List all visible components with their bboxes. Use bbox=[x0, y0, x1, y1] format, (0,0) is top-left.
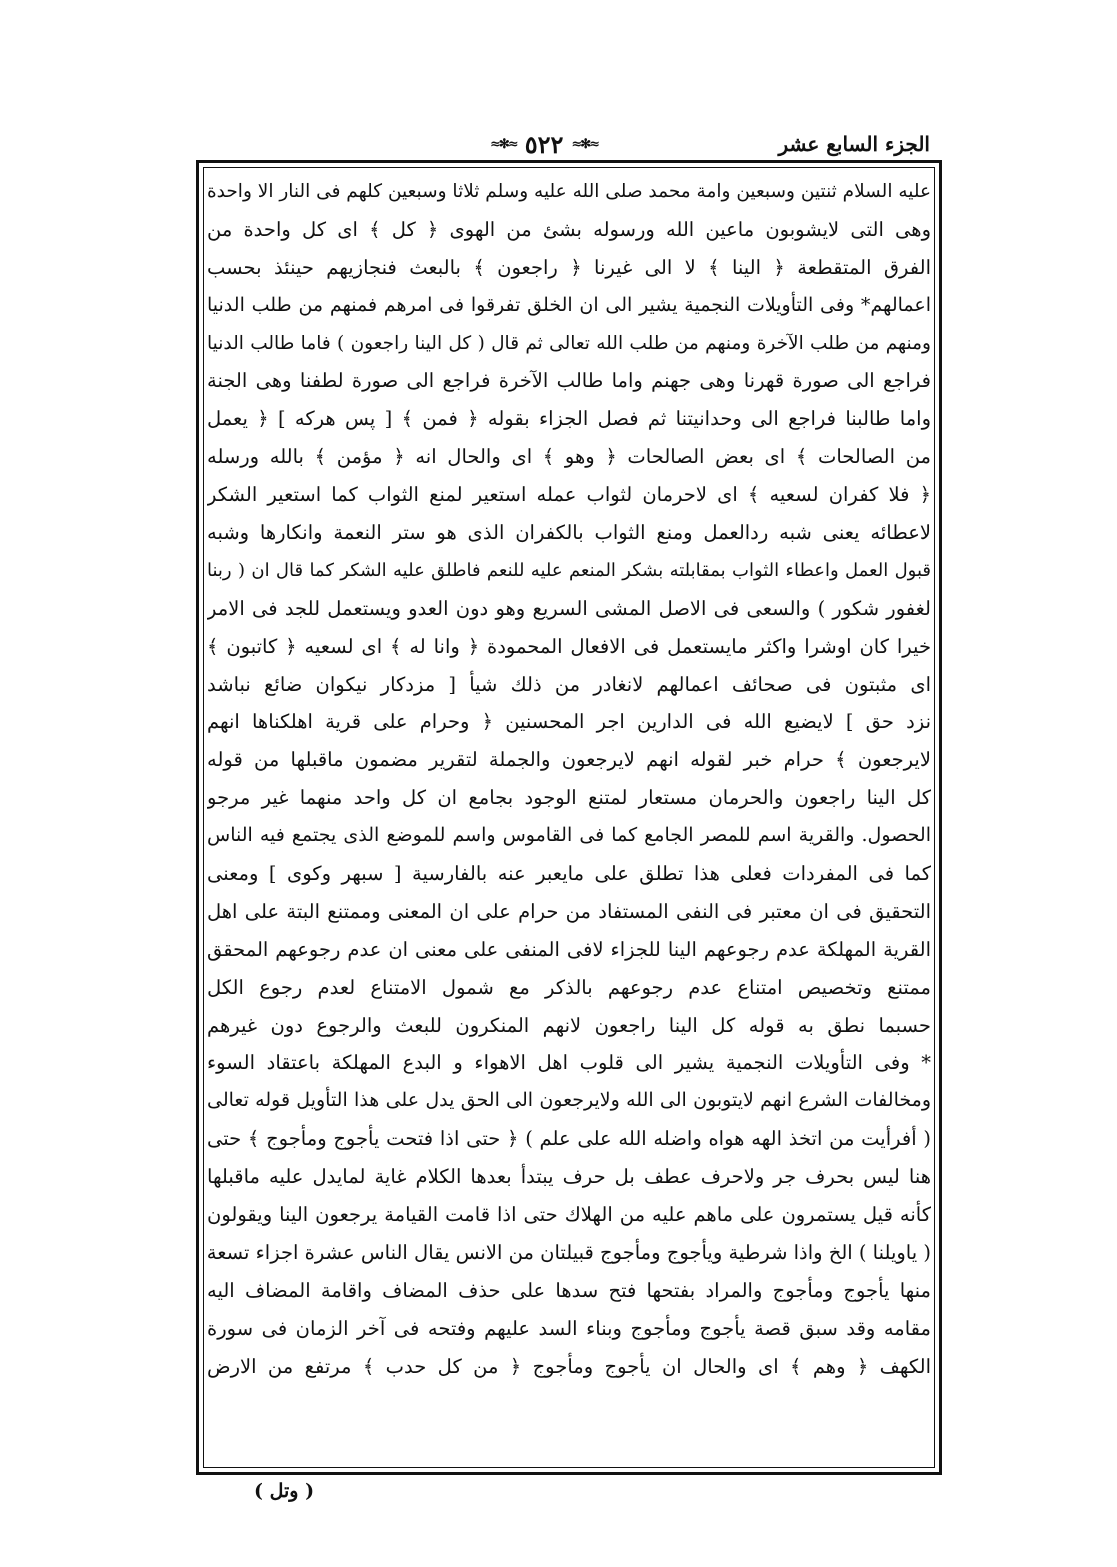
text-line: ومنهم من طلب الآخرة ومنهم من طلب الله تعالى ثم قال ( كل الينا راجعون ) فاما طالب الدنيا bbox=[207, 332, 931, 354]
text-line: الكهف ﴿ وهم ﴾ اى والحال ان يأجوج ومأجوج ﴿ من كل حدب ﴾ مرتفع من الارض bbox=[207, 1354, 931, 1378]
text-line: كما فى المفردات فعلى هذا تطلق على مايعبر عنه بالفارسية [ سبهر وكوى ] ومعنى bbox=[207, 862, 931, 886]
part-title: الجزء السابع عشر bbox=[778, 132, 930, 156]
text-line: كل الينا راجعون والحرمان مستعار لمتنع الوجود بجامع ان كل واحد منهما غير مرجو bbox=[207, 786, 931, 810]
text-line: اعمالهم* وفى التأويلات النجمية يشير الى ان الخلق تفرقوا فى امرهم فمنهم من طلب الدنيا bbox=[207, 293, 931, 316]
ornament-right-icon: ≈✻≈ bbox=[571, 137, 599, 152]
page-number: ٥٢٢ bbox=[524, 130, 564, 159]
text-line: كأنه قيل يستمرون على ماهم عليه من الهلاك حتى اذا قامت القيامة يرجعون الينا ويقولون bbox=[207, 1203, 931, 1227]
text-line: فراجع الى صورة قهرنا وهى جهنم واما طالب الآخرة فراجع الى صورة لطفنا وهى الجنة bbox=[207, 369, 931, 393]
text-line: التحقيق فى ان معتبر فى النفى المستفاد من حرام على ان المعنى وممتنع البتة على اهل bbox=[207, 899, 931, 923]
ornament-left-icon: ≈✻≈ bbox=[490, 137, 517, 152]
text-line: مقامه وقد سبق قصة يأجوج ومأجوج وبناء السد عليهم وفتحه فى آخر الزمان فى سورة bbox=[207, 1316, 931, 1340]
text-line: ﴿ فلا كفران لسعيه ﴾ اى لاحرمان لثواب عمله استعير لمنع الثواب كما استعير الشكر bbox=[207, 483, 931, 507]
text-line: هنا ليس بحرف جر ولاحرف عطف بل حرف يبتدأ بعدها الكلام غاية لمايدل عليه ماقبلها bbox=[207, 1165, 931, 1189]
text-line: قبول العمل واعطاء الثواب بمقابلته بشكر المنعم عليه للنعم فاطلق عليه الشكر كما قال ان ( ربنا bbox=[207, 559, 931, 581]
text-line: واما طالبنا فراجع الى وحدانيتنا ثم فصل الجزاء بقوله ﴿ فمن ﴾ [ پس هركه ] ﴿ يعمل bbox=[207, 407, 931, 431]
text-line: * وفى التأويلات النجمية يشير الى قلوب اهل الاهواء و البدع المهلكة باعتقاد السوء bbox=[207, 1051, 931, 1075]
text-line: نزد حق ] لايضيع الله فى الدارين اجر المحسنين ﴿ وحرام على قرية اهلكناها انهم bbox=[207, 710, 931, 734]
text-line: منها يأجوج ومأجوج والمراد بفتحها فتح سدها على حذف المضاف واقامة المضاف اليه bbox=[207, 1278, 931, 1302]
text-line: اى مثبتون فى صحائف اعمالهم لانغادر من ذلك شيأ [ مزدكار نيكوان ضائع نباشد bbox=[207, 672, 931, 696]
text-line: ممتنع وتخصيص امتناع عدم رجوعهم بالذكر مع شمول الامتناع لعدم رجوع الكل bbox=[207, 975, 931, 999]
text-line: ومخالفات الشرع انهم لايتوبون الى الله ولايرجعون الى الحق يدل على هذا التأويل قوله تعالى bbox=[207, 1089, 931, 1112]
body-text bbox=[207, 173, 931, 1386]
text-line: وهى التى لايشوبون ماعين الله ورسوله بشئ من الهوى ﴿ كل ﴾ اى كل واحدة من bbox=[207, 217, 931, 241]
text-line: حسبما نطق به قوله كل الينا راجعون لانهم المنكرون للبعث والرجوع دون غيرهم bbox=[207, 1013, 931, 1037]
text-frame bbox=[196, 160, 942, 1475]
text-line: لايرجعون ﴾ حرام خبر لقوله انهم لايرجعون والجملة لتقرير مضمون ماقبلها من قوله bbox=[207, 748, 931, 772]
running-header bbox=[200, 128, 930, 164]
text-line: الحصول. والقرية اسم للمصر الجامع كما فى القاموس واسم للموضع الذى يجتمع فيه الناس bbox=[207, 824, 931, 847]
text-line: ( أفرأيت من اتخذ الهه هواه واضله الله على علم ) ﴿ حتى اذا فتحت يأجوج ومأجوج ﴾ حتى bbox=[207, 1127, 931, 1151]
page-number-group bbox=[490, 130, 598, 159]
text-line: لغفور شكور ) والسعى فى الاصل المشى السريع وهو دون العدو ويستعمل للجد فى الامر bbox=[207, 596, 931, 620]
text-line: لاعطائه يعنى شبه ردالعمل ومنع الثواب بالكفران الذى هو ستر النعمة وانكارها وشبه bbox=[207, 521, 931, 545]
catchword: ( وتل ) bbox=[254, 1480, 315, 1502]
text-line: القرية المهلكة عدم رجوعهم الينا للجزاء لافى المنفى على معنى ان عدم رجوعهم المحقق bbox=[207, 937, 931, 961]
text-line: الفرق المتقطعة ﴿ الينا ﴾ لا الى غيرنا ﴿ راجعون ﴾ بالبعث فنجازيهم حينئذ بحسب bbox=[207, 255, 931, 279]
text-line: عليه السلام ثنتين وسبعين وامة محمد صلى الله عليه وسلم ثلاثا وسبعين كلهم فى النار الا واحدة bbox=[207, 181, 931, 202]
text-line: ( ياويلنا ) الخ واذا شرطية ويأجوج ومأجوج قبيلتان من الانس يقال الناس عشرة اجزاء تسعة bbox=[207, 1240, 931, 1264]
text-line: خيرا كان اوشرا واكثر مايستعمل فى الافعال المحمودة ﴿ وانا له ﴾ اى لسعيه ﴿ كاتبون ﴾ bbox=[207, 634, 931, 658]
text-line: من الصالحات ﴾ اى بعض الصالحات ﴿ وهو ﴾ اى والحال انه ﴿ مؤمن ﴾ بالله ورسله bbox=[207, 445, 931, 469]
